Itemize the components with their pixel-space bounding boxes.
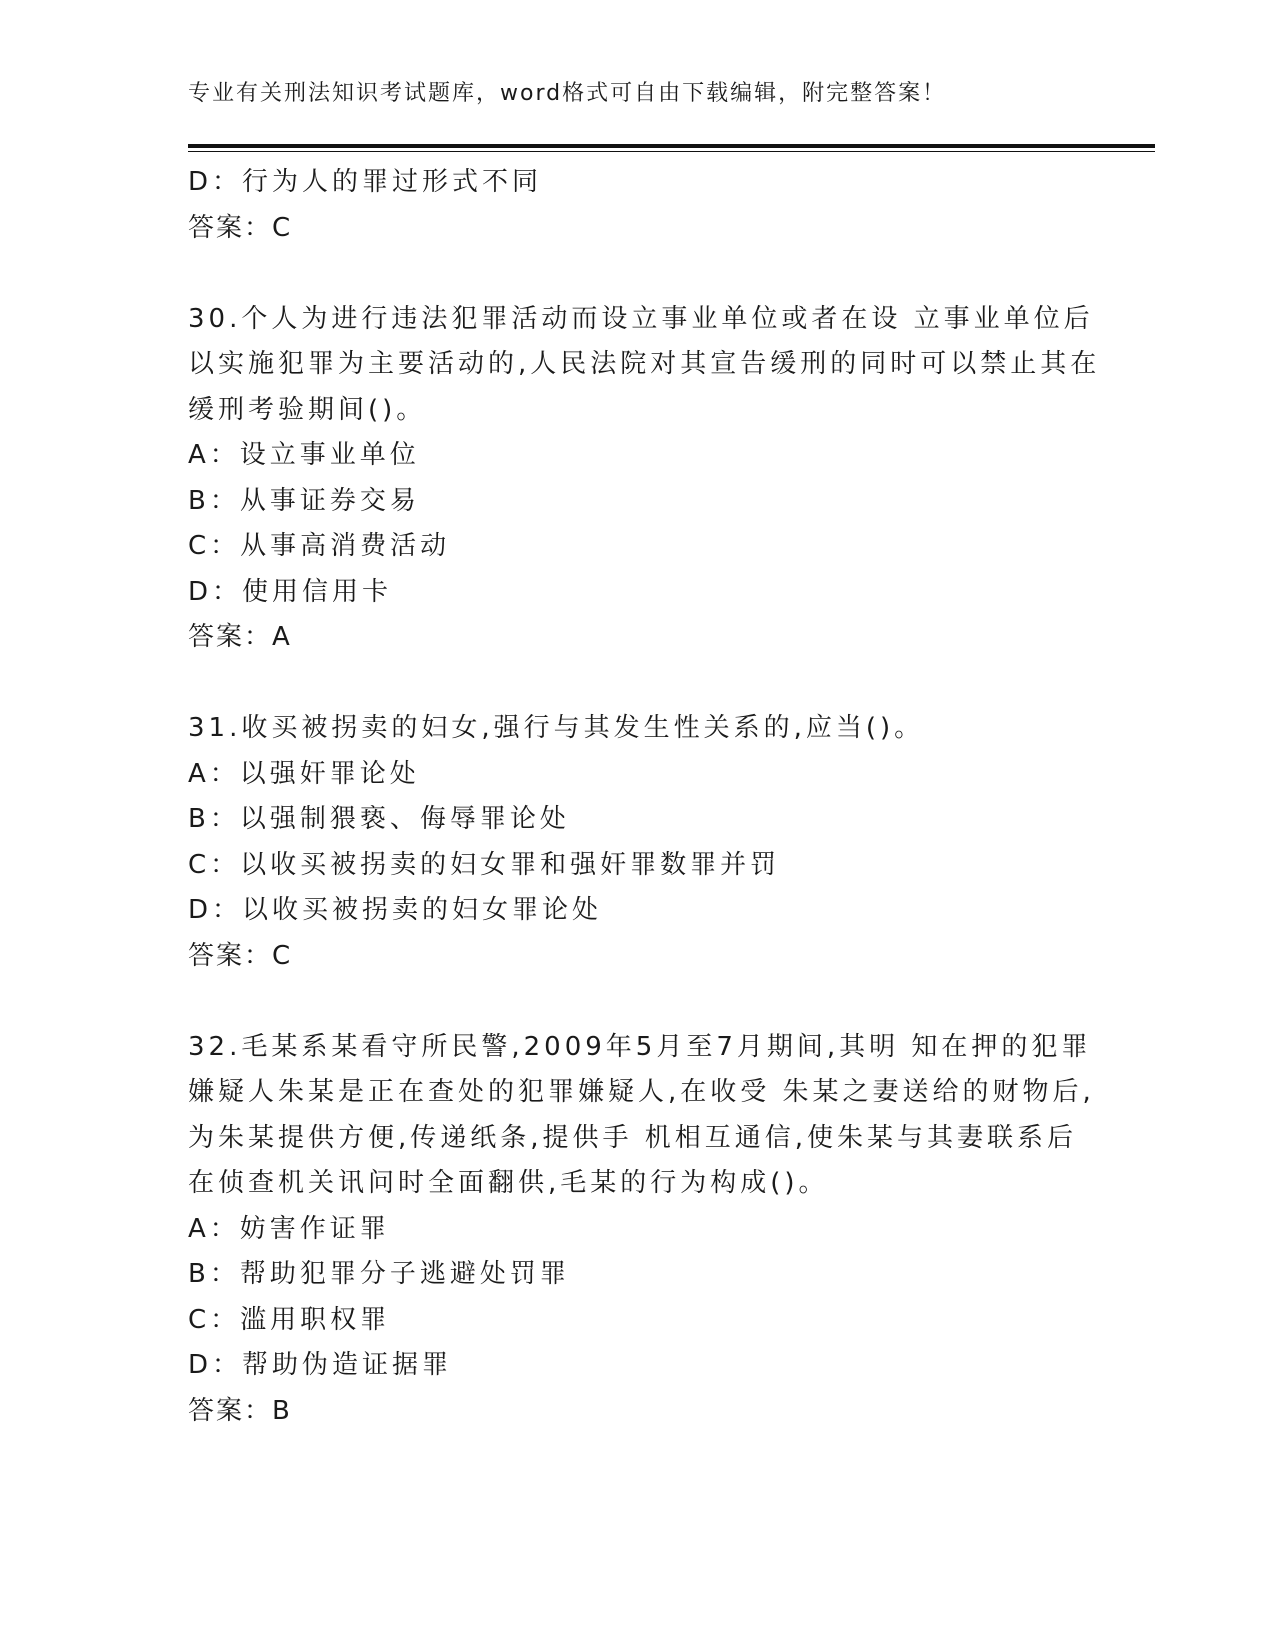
- header-rule-thin: [188, 151, 1155, 152]
- question-30-line-1: 30.个人为进行违法犯罪活动而设立事业单位或者在设 立事业单位后: [188, 303, 1094, 334]
- question-list: [188, 160, 1101, 1434]
- prev-option-d: D：行为人的罪过形式不同: [188, 167, 543, 197]
- question-30: [188, 297, 1101, 661]
- question-32-option-c: C：滥用职权罪: [188, 1304, 391, 1335]
- question-31-option-d: D：以收买被拐卖的妇女罪论处: [188, 895, 603, 925]
- question-32-line-4: 在侦查机关讯问时全面翻供,毛某的行为构成()。: [188, 1168, 829, 1198]
- question-32-line-1: 32.毛某系某看守所民警,2009年5月至7月期间,其明 知在押的犯罪: [188, 1031, 1092, 1062]
- question-30-option-a: A：设立事业单位: [188, 440, 420, 470]
- question-30-option-b: B：从事证券交易: [188, 485, 420, 516]
- spacer: [188, 979, 1088, 1025]
- question-30-answer: 答案：A: [188, 622, 292, 652]
- question-30-line-2: 以实施犯罪为主要活动的,人民法院对其宣告缓刑的同时可以禁止其在: [188, 349, 1101, 379]
- question-32-option-b: B：帮助犯罪分子逃避处罚罪: [188, 1259, 570, 1289]
- question-31-option-b: B：以强制猥亵、侮辱罪论处: [188, 804, 570, 834]
- question-32-line-2: 嫌疑人朱某是正在查处的犯罪嫌疑人,在收受 朱某之妻送给的财物后,: [188, 1077, 1095, 1107]
- spacer: [188, 251, 1088, 297]
- prev-answer: 答案：C: [188, 212, 293, 243]
- question-32: [188, 1025, 1095, 1435]
- question-32-option-a: A：妨害作证罪: [188, 1213, 390, 1244]
- question-31-option-a: A：以强奸罪论处: [188, 758, 420, 789]
- question-30-option-d: D：使用信用卡: [188, 576, 393, 607]
- question-31-answer: 答案：C: [188, 940, 293, 971]
- question-31-option-c: C：以收买被拐卖的妇女罪和强奸罪数罪并罚: [188, 849, 781, 880]
- question-32-option-d: D：帮助伪造证据罪: [188, 1350, 453, 1380]
- page-header: 专业有关刑法知识考试题库，word格式可自由下载编辑，附完整答案！: [188, 81, 947, 106]
- question-31: [188, 706, 1088, 979]
- question-31-line-1: 31.收买被拐卖的妇女,强行与其发生性关系的,应当()。: [188, 713, 925, 743]
- question-30-line-3: 缓刑考验期间()。: [188, 394, 427, 425]
- header-rule-thick: [188, 144, 1155, 148]
- spacer: [188, 661, 1088, 707]
- question-30-option-c: C：从事高消费活动: [188, 531, 451, 561]
- question-32-answer: 答案：B: [188, 1395, 292, 1426]
- question-32-line-3: 为朱某提供方便,传递纸条,提供手 机相互通信,使朱某与其妻联系后: [188, 1122, 1078, 1153]
